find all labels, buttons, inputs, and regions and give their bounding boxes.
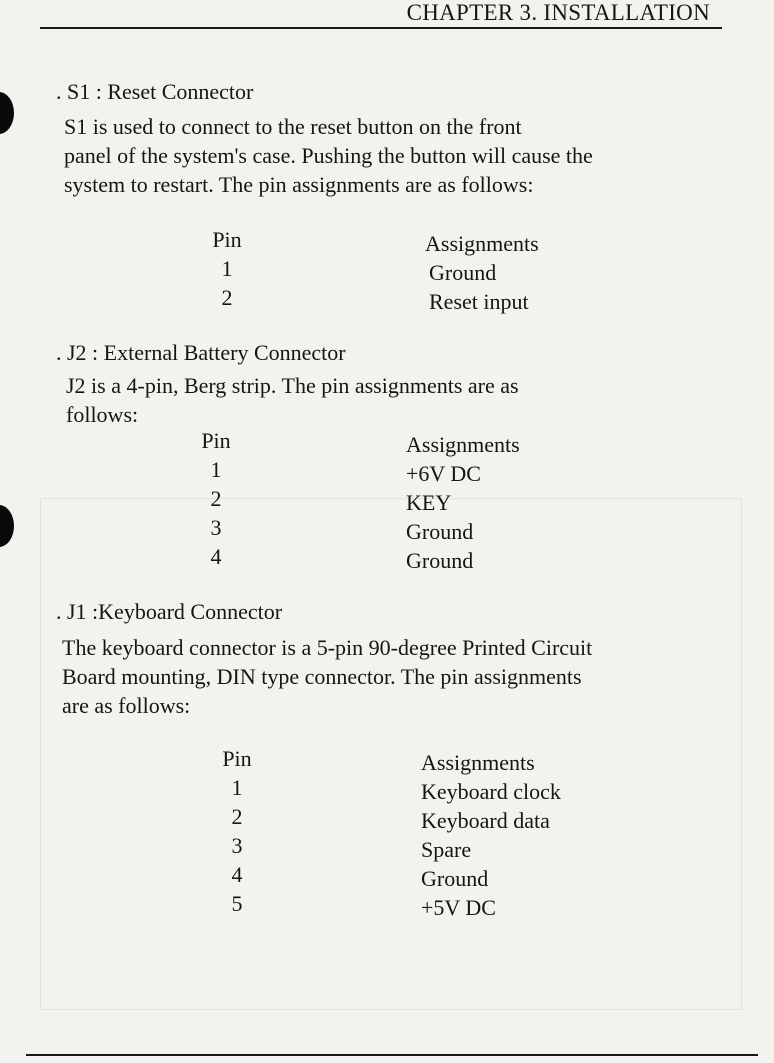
assignment-column — [421, 748, 561, 922]
paragraph-line: panel of the system's case. Pushing the button will cause the — [64, 143, 593, 168]
chapter-header: CHAPTER 3. INSTALLATION — [406, 0, 710, 25]
pin-cell: 3 — [210, 515, 222, 540]
pin-cell: 4 — [231, 862, 243, 887]
assignment-cell: +5V DC — [421, 895, 496, 920]
binder-hole-top — [0, 92, 14, 134]
section-paragraph — [64, 112, 593, 199]
assignment-cell: Spare — [421, 837, 472, 862]
paragraph-line: The keyboard connector is a 5-pin 90-degree Printed Circuit — [62, 635, 593, 660]
pin-cell: 4 — [210, 544, 222, 569]
pin-cell: 2 — [231, 804, 243, 829]
pin-column — [196, 426, 236, 571]
assignment-column — [425, 229, 539, 316]
assignment-cell: Keyboard clock — [421, 779, 561, 804]
assignment-column — [406, 430, 520, 575]
pin-header: Pin — [201, 428, 231, 453]
pin-cell: 2 — [221, 285, 233, 310]
assignment-header: Assignments — [425, 231, 539, 256]
section-paragraph — [62, 633, 592, 720]
paragraph-line: J2 is a 4-pin, Berg strip. The pin assignments are as — [66, 373, 519, 398]
pin-cell: 5 — [231, 891, 243, 916]
section-title: . J2 : External Battery Connector — [56, 340, 346, 365]
paragraph-line: Board mounting, DIN type connector. The pin assignments — [62, 664, 582, 689]
assignment-cell: +6V DC — [406, 461, 481, 486]
binder-hole-middle — [0, 505, 14, 547]
assignment-cell: Ground — [429, 260, 497, 285]
pin-column — [217, 744, 257, 918]
paragraph-line: are as follows: — [62, 693, 191, 718]
footer-rule — [26, 1054, 758, 1056]
assignment-cell: Reset input — [429, 289, 529, 314]
pin-cell: 1 — [210, 457, 222, 482]
assignment-cell: Ground — [406, 519, 474, 544]
assignment-cell: Ground — [406, 548, 474, 573]
section-paragraph — [66, 371, 519, 429]
paragraph-line: system to restart. The pin assignments are as follows: — [64, 172, 534, 197]
bleed-through-table — [40, 498, 742, 1010]
assignment-header: Assignments — [421, 750, 535, 775]
pin-cell: 1 — [231, 775, 243, 800]
header-rule — [40, 27, 722, 29]
paragraph-line: follows: — [66, 402, 139, 427]
pin-header: Pin — [222, 746, 252, 771]
section-title: . J1 :Keyboard Connector — [56, 599, 283, 624]
assignment-cell: Ground — [421, 866, 489, 891]
assignment-cell: KEY — [406, 490, 452, 515]
pin-cell: 2 — [210, 486, 222, 511]
assignment-header: Assignments — [406, 432, 520, 457]
pin-cell: 1 — [221, 256, 233, 281]
paragraph-line: S1 is used to connect to the reset button on the front — [64, 114, 522, 139]
pin-column — [207, 225, 247, 312]
section-title: . S1 : Reset Connector — [56, 79, 254, 104]
assignment-cell: Keyboard data — [421, 808, 550, 833]
pin-header: Pin — [212, 227, 242, 252]
pin-cell: 3 — [231, 833, 243, 858]
